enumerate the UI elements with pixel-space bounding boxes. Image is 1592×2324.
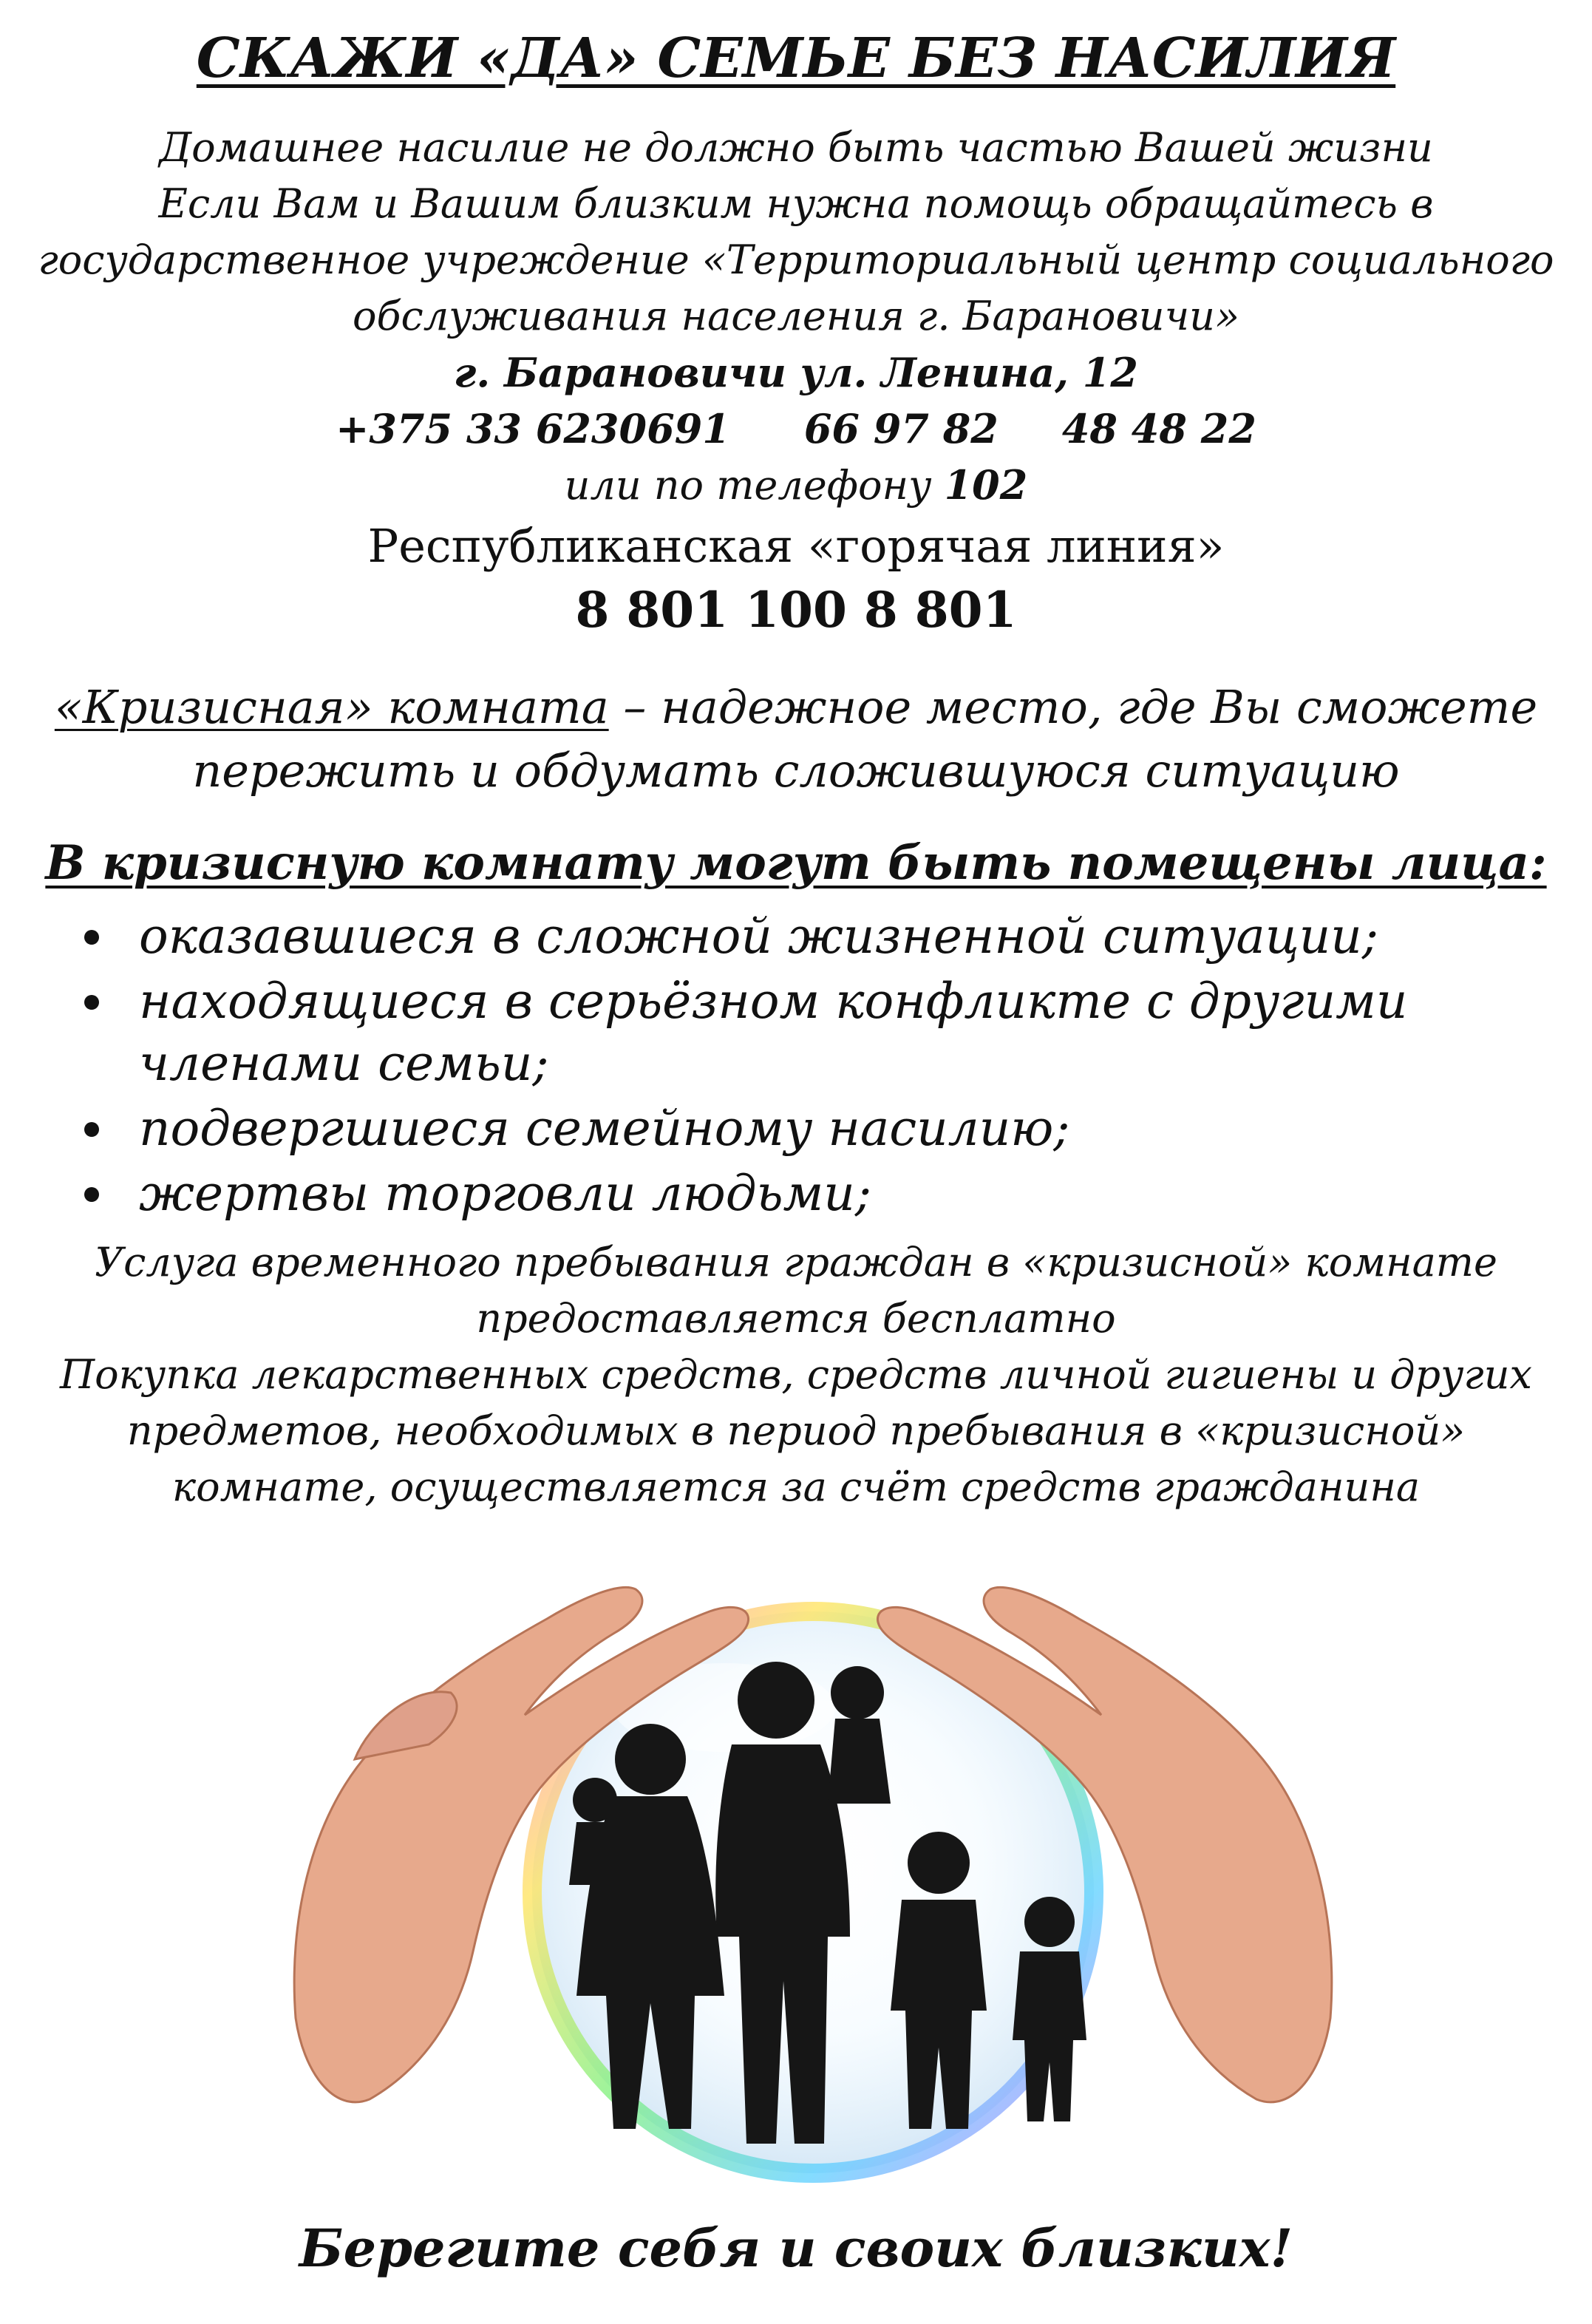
eligible-list: [74, 906, 1537, 1228]
intro-line-4: обслуживания населения г. Барановичи»: [353, 293, 1239, 339]
intro-line-2: Если Вам и Вашим близким нужна помощь обращайтесь в: [158, 180, 1434, 227]
hotline-label: Республиканская «горячая линия»: [367, 519, 1225, 573]
list-item: находящиеся в серьёзном конфликте с другими членами семьи;: [74, 971, 1537, 1095]
hotline-number: 8 801 100 8 801: [575, 581, 1017, 639]
eligible-heading: В кризисную комнату могут быть помещены лица:: [45, 835, 1547, 891]
phone-mobile: +375 33 6230691: [336, 405, 730, 452]
or-phone-text: или по телефону: [564, 462, 932, 509]
list-item: оказавшиеся в сложной жизненной ситуации;: [74, 906, 1537, 968]
cost-line-1: Покупка лекарственных средств, средств личной гигиены и других: [60, 1351, 1532, 1398]
list-item: подвергшиеся семейному насилию;: [74, 1098, 1537, 1160]
cost-line-3: комнате, осуществляется за счёт средств гражданина: [171, 1464, 1421, 1510]
crisis-room-line-1: [0, 680, 1592, 734]
address: г. Барановичи ул. Ленина, 12: [454, 349, 1138, 396]
crisis-room-desc-1: – надежное место, где Вы сможете: [608, 680, 1538, 734]
closing-slogan: Берегите себя и своих близких!: [299, 2218, 1293, 2279]
bullet-icon: [84, 1187, 99, 1202]
phone-numbers: [0, 405, 1592, 452]
phone-local-1: 66 97 82: [803, 405, 999, 452]
intro-line-3: государственное учреждение «Территориальный центр социального: [38, 237, 1554, 283]
bullet-icon: [84, 930, 99, 945]
emergency-phone: 102: [944, 461, 1028, 509]
free-service-line-1: Услуга временного пребывания граждан в «кризисной» комнате: [95, 1239, 1497, 1285]
emergency-phone-line: [0, 461, 1592, 509]
intro-line-1: Домашнее насилие не должно быть частью Вашей жизни: [159, 124, 1433, 171]
crisis-room-desc-2: пережить и обдумать сложившуюся ситуацию: [192, 744, 1400, 798]
bullet-icon: [84, 995, 99, 1010]
phone-local-2: 48 48 22: [1061, 405, 1256, 452]
cost-line-2: предметов, необходимых в период пребывания в «кризисной»: [126, 1407, 1466, 1454]
free-service-line-2: предоставляется бесплатно: [476, 1295, 1116, 1342]
hands-protecting-family-bubble-illustration: [266, 1538, 1360, 2188]
crisis-room-term: «Кризисная» комната: [54, 680, 609, 734]
page-title: СКАЖИ «ДА» СЕМЬЕ БЕЗ НАСИЛИЯ: [196, 27, 1396, 90]
list-item: жертвы торговли людьми;: [74, 1163, 1537, 1225]
bullet-icon: [84, 1122, 99, 1137]
